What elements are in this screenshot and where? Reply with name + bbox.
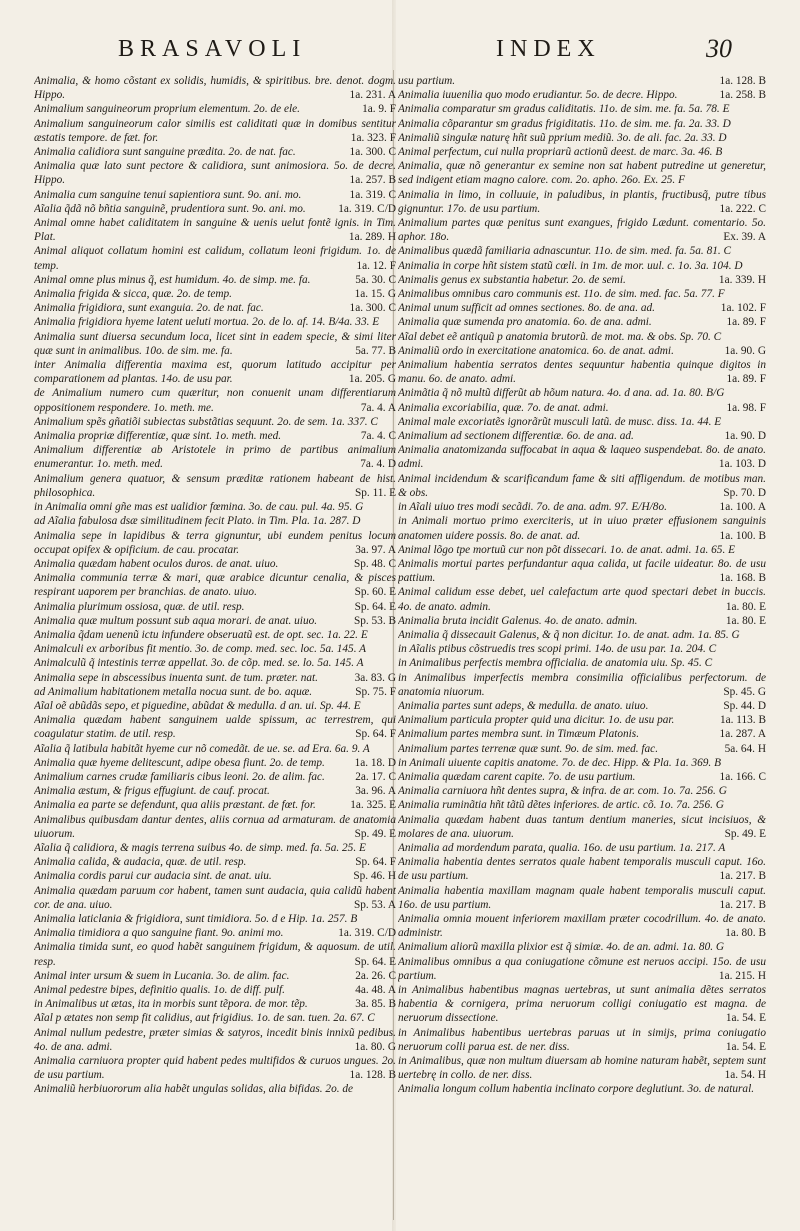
index-entry	[398, 756, 766, 770]
index-entry	[34, 699, 396, 713]
index-entry	[398, 813, 766, 841]
index-entry	[34, 202, 396, 216]
index-entry-text: Animal aliquot collatum homini est calidum, collatum leoni frigidum. 1o. de temp.	[34, 245, 396, 272]
index-entry	[34, 273, 396, 287]
index-entry	[34, 940, 396, 968]
index-entry-reference: 1a. 80. B	[725, 927, 766, 940]
index-entry-reference: Sp. 44. D	[723, 699, 766, 712]
index-entry-text: Animalium partes membra sunt. in Timæum Platonis.	[398, 728, 640, 741]
index-entry-text: in Animali uiuente capitis anatome. 7o. de dec. Hipp. & Pla. 1a. 369. B	[398, 756, 721, 769]
index-entry	[34, 514, 396, 528]
index-entry-reference: 1a. 102. F	[720, 302, 766, 315]
index-entry	[34, 1054, 396, 1082]
index-entry-reference: 7a. 4. A	[360, 401, 396, 414]
index-entry	[398, 699, 766, 713]
index-entry	[34, 315, 396, 329]
index-entry-reference: 1a. 9. F	[362, 103, 396, 116]
index-entry	[34, 912, 396, 926]
index-entry-text: Animalia iuuenilia quo modo erudiantur. 5o. de decre. Hippo.	[398, 89, 678, 102]
index-entry-text: in Animali mortuo primo exerciteris, ut in uiuo præter effusionem sanguinis anatomen uidere possis. 8o. de anat. ad.	[398, 515, 766, 542]
index-column-left	[34, 74, 396, 1224]
index-entry-reference: 1a. 128. B	[349, 1069, 396, 1082]
index-entry-text: Aĩalia q̃dã nõ bñtia sanguinẽ, prudentiora sunt. 9o. ani. mo.	[34, 202, 306, 215]
index-entry	[398, 472, 766, 500]
index-entry	[34, 813, 396, 841]
index-entry	[34, 1082, 396, 1096]
index-entry-reference: 4a. 48. A	[355, 984, 396, 996]
index-entry	[34, 756, 396, 770]
index-entry-text: Animalia ad mordendum parata, qualia. 16o. de usu partium. 1a. 217. A	[398, 841, 726, 854]
index-entry-text: Animalia calida, & audacia, quæ. de util. resp.	[34, 856, 247, 869]
index-entry-text: Animalia omnia mouent inferiorem maxillam præter cocodrillum. 4o. de anato. administr.	[398, 912, 766, 940]
index-entry-reference: 1a. 289. H	[348, 231, 396, 244]
index-entry	[398, 514, 766, 542]
index-entry-text: Animãtia q̃ nõ multũ differũt ab hõum natura. 4o. d ana. ad. 1a. 80. B/G	[398, 387, 725, 400]
index-entry-text: Aĩal oẽ abũdãs sepo, et piguedine, abũdat & medulla. d an. ui. Sp. 44. E	[34, 699, 361, 712]
index-entry	[398, 386, 766, 400]
index-entry-reference: 1a. 128. B	[719, 75, 766, 87]
index-entry	[398, 784, 766, 798]
index-entry-text: in Animalibus imperfectis membra consimilia officialibus perfectorum. de anatomia niuorum.	[398, 671, 766, 698]
index-entry	[398, 1054, 766, 1082]
index-entry	[34, 983, 396, 997]
index-entry-text: Animalium ad sectionem differentiæ. 6o. de ana. ad.	[398, 430, 634, 443]
index-entry-text: Animalia carniuora hñt dentes supra, & infra. de ar. com. 1o. 7a. 256. G	[398, 785, 727, 798]
index-entry-text: Animalculi ex arboribus fit mentio. 3o. de comp. med. sec. loc. 5a. 145. A	[34, 643, 367, 656]
index-entry-text: Animalia habentia maxillam magnam quale habent temporalis musculi caput. 16o. de usu partium.	[398, 884, 766, 911]
index-entry	[34, 926, 396, 940]
index-entry	[398, 273, 766, 287]
index-entry	[34, 628, 396, 642]
index-entry	[398, 1082, 766, 1096]
index-entry	[398, 415, 766, 429]
index-entry-reference: 1a. 205. G	[348, 373, 396, 386]
index-entry-text: Animalia carniuora propter quid habent pedes multifidos & curuos ungues. 2o. de usu partium.	[34, 1055, 396, 1082]
index-entry	[34, 614, 396, 628]
index-entry-reference: 1a. 100. A	[719, 501, 766, 514]
index-entry-reference: 1a. 215. H	[718, 969, 766, 982]
index-entry	[398, 742, 766, 756]
index-entry	[34, 74, 396, 102]
index-entry	[398, 429, 766, 443]
index-entry	[34, 798, 396, 812]
index-entry	[34, 997, 396, 1011]
index-entry-text: Animalia ea parte se defendunt, qua aliis præstant. de fœt. for.	[34, 799, 316, 812]
index-entry	[398, 543, 766, 557]
index-entry	[34, 600, 396, 614]
index-entry-reference: 1a. 113. B	[719, 714, 766, 727]
index-entry	[34, 884, 396, 912]
index-entry-reference: Sp. 53. B	[353, 614, 396, 627]
index-entry	[398, 500, 766, 514]
index-entry-text: in Animalia omni gñe mas est ualidior fœmina. 3o. de cau. pul. 4a. 95. G	[34, 501, 364, 514]
index-entry-reference: 2a. 17. C	[355, 770, 396, 783]
index-entry-text: Animalium partes quæ penitus sunt exangues, frigido Lædunt. comentario. 5o. aphor. 18o.	[398, 217, 766, 244]
index-entry-reference: Ex. 39. A	[723, 231, 766, 244]
index-entry	[34, 1011, 396, 1025]
index-entry	[34, 969, 396, 983]
header-right-title: INDEX	[496, 36, 601, 62]
index-entry-text: Animalium genera quatuor, & sensum præditæ rationem habeant de hist. philosophica.	[34, 472, 396, 499]
index-entry	[34, 784, 396, 798]
index-entry-text: Aĩal debet eẽ antiquũ p anatomia brutorũ. de mot. ma. & obs. Sp. 70. C	[398, 330, 722, 343]
index-entry	[398, 244, 766, 258]
index-entry	[398, 88, 766, 102]
index-entry-text: Animalia quæ multum possunt sub aqua morari. de anat. uiuo.	[34, 614, 318, 627]
index-entry	[398, 287, 766, 301]
index-entry-reference: 1a. 80. G	[354, 1040, 396, 1053]
index-entry-text: Animal pedestre bipes, definitio qualis. 1o. de diff. pulf.	[34, 984, 285, 996]
index-entry	[34, 244, 396, 272]
index-entry-reference: Sp. 49. E	[724, 827, 766, 840]
index-entry	[34, 472, 396, 500]
index-entry-reference: 1a. 89. F	[726, 373, 766, 386]
index-entry	[398, 628, 766, 642]
index-entry	[398, 770, 766, 784]
index-entry-text: Animalium carnes crudæ familiaris cibus leoni. 2o. de alim. fac.	[34, 770, 325, 783]
index-entry-text: Animalibus quibusdam dantur dentes, aliis cornua ad armaturam. de anatomia uiuorum.	[34, 813, 396, 840]
index-entry-text: Animalia anatomizanda suffocabat in aqua & laqueo suspendebat. 8o. de anato. admi.	[398, 444, 766, 471]
index-entry	[398, 884, 766, 912]
index-entry	[34, 386, 396, 414]
index-entry-text: usu partium.	[398, 75, 456, 87]
index-entry	[34, 642, 396, 656]
index-entry-reference: 2a. 26. C	[355, 969, 396, 982]
index-entry-text: Animalium particula propter quid una dicitur. 1o. de usu par.	[398, 714, 675, 727]
index-entry-text: in Animalibus habentibus uertebras paruas ut in simijs, prima coniugatio neruorum colli parua est. de ner. diss.	[398, 1026, 766, 1053]
index-entry	[398, 727, 766, 741]
index-entry-text: Animalia sepe in abscessibus inuenta sunt. de tum. præter. nat.	[34, 671, 318, 684]
index-entry	[34, 671, 396, 685]
index-entry	[398, 188, 766, 216]
index-entry-text: Animalia calidiora sunt sanguine prædita. 2o. de nat. fac.	[34, 146, 296, 159]
index-entry-text: Animalia quæ lato sunt pectore & calidiora, sunt animosiora. 5o. de decre. Hippo.	[34, 160, 396, 187]
index-entry	[34, 145, 396, 159]
index-entry-text: Animalia timida sunt, eo quod habẽt sanguinem frigidum, & aquosum. de util. resp.	[34, 941, 396, 968]
index-entry-text: Animalia frigida & sicca, quæ. 2o. de temp.	[34, 288, 232, 301]
index-entry-text: Animalia quædam habent oculos duros. de anat. uiuo.	[34, 557, 279, 570]
index-entry-reference: 1a. 54. E	[725, 1040, 766, 1053]
index-entry-text: in Aĩalis ptibus cõstruedis tres scopi primi. 14o. de usu par. 1a. 204. C	[398, 643, 717, 656]
index-entry	[398, 642, 766, 656]
index-entry-text: Animalculũ q̃ intestinis terræ appellat. 3o. de cõp. med. se. lo. 5a. 145. A	[34, 657, 364, 670]
index-entry-text: in Animalibus, quæ non multum diuersam ab homine naturam habẽt, septem sunt uertebrę in collo. de ner. diss.	[398, 1055, 766, 1082]
index-entry	[34, 529, 396, 557]
index-entry-text: Animalia æstum, & frigus effugiunt. de cauf. procat.	[34, 785, 270, 798]
index-entry	[398, 102, 766, 116]
index-entry-text: Animal omne habet caliditatem in sanguine & uenis uelut fontẽ ignis. in Tim. Plat.	[34, 217, 396, 244]
index-entry	[398, 301, 766, 315]
index-entry-text: Animalium sanguineorum calor similis est caliditati quæ in domibus sentitur æstatis tempore. de fæt. for.	[34, 117, 396, 144]
index-entry-text: Animaliũ herbiuororum alia habẽt ungulas solidas, alia bifidas. 2o. de	[34, 1083, 354, 1096]
index-entry	[34, 742, 396, 756]
index-entry	[34, 188, 396, 202]
index-entry	[398, 401, 766, 415]
index-entry-text: inter Animalia differentia maxima est, quorum latitudo accipitur per comparationem ad plantas. 14o. de usu par.	[34, 359, 396, 386]
index-entry-text: Animalis mortui partes perfundantur aqua calida, ut facile uideatur. 8o. de usu pattium.	[398, 557, 766, 585]
index-entry-reference: Sp. 46. H	[353, 870, 396, 883]
index-entry-text: Animalium partes terrenæ quæ sunt. 9o. de sim. med. fac.	[398, 742, 659, 755]
index-entry-text: Animalia comparatur sm gradus caliditatis. 11o. de sim. me. fa. 5a. 78. E	[398, 103, 730, 116]
index-entry-text: Animalia quædam paruum cor habent, tamen sunt audacia, quia calidũ habent cor. de ana. uiuo.	[34, 884, 396, 911]
index-entry	[34, 117, 396, 145]
index-entry-text: Animalium aliorũ maxilla plixior est q̃ simiæ. 4o. de an. admi. 1a. 80. G	[398, 941, 725, 954]
index-entry-reference: 1a. 166. C	[719, 770, 766, 783]
index-entry-reference: 1a. 300. C	[349, 146, 396, 159]
index-entry-reference: 1a. 12. F	[356, 259, 396, 272]
page-number: 30	[706, 34, 732, 63]
index-entry-text: Animalia frigidiora hyeme latent ueluti mortua. 2o. de lo. af. 14. B/4a. 33. E	[34, 316, 380, 329]
index-entry	[398, 1026, 766, 1054]
index-entry-text: Animal perfectum, cui nulla propriarũ actionũ deest. de marc. 3a. 46. B	[398, 146, 723, 159]
index-entry-reference: 3a. 85. B	[355, 998, 396, 1011]
index-entry	[398, 557, 766, 585]
index-entry	[34, 855, 396, 869]
index-entry-reference: 1a. 231. A	[349, 89, 396, 102]
index-entry	[34, 500, 396, 514]
index-entry	[34, 770, 396, 784]
index-entry-text: Animalia timidiora a quo sanguine fiant. 9o. animi mo.	[34, 927, 284, 940]
index-entry	[398, 713, 766, 727]
index-entry-text: Animalibus omnibus a qua coniugatione cõmune est neruos accipi. 15o. de usu partium.	[398, 955, 766, 982]
index-entry-text: Animalibus quædã familiaria adnascuntur. 11o. de sim. med. fa. 5a. 81. C	[398, 245, 732, 258]
index-entry-reference: 1a. 319. C/D	[338, 927, 396, 940]
index-entry-text: Animal omne plus minus q̃, est humidum. 4o. de simp. me. fa.	[34, 273, 311, 286]
index-entry-reference: Sp. 64. F	[355, 856, 396, 869]
index-entry-text: in Animalibus ut ætas, ita in morbis sunt tẽpora. de mor. tẽp.	[34, 998, 308, 1011]
index-entry	[398, 841, 766, 855]
index-entry	[398, 216, 766, 244]
index-entry-reference: 1a. 89. F	[726, 316, 766, 329]
index-entry-text: Animalia q̃dam uenenũ ictu infundere obseruatũ est. de opt. sec. 1a. 22. E	[34, 628, 368, 641]
index-entry-reference: 1a. 258. B	[719, 89, 766, 102]
index-entry-reference: 5a. 77. B	[355, 344, 396, 357]
index-entry-reference: 1a. 217. B	[719, 898, 766, 911]
index-entry-text: Aĩal p ætates non semp fit calidius, aut frigidius. 1o. de san. tuen. 2a. 67. C	[34, 1012, 375, 1025]
index-entry-text: Animalia propriæ differentiæ, quæ sint. 1o. meth. med.	[34, 430, 282, 443]
index-entry	[398, 117, 766, 131]
index-entry-reference: 1a. 100. B	[719, 529, 766, 542]
index-entry	[398, 145, 766, 159]
index-entry-text: Animalia frigidiora, sunt exanguia. 2o. de nat. fac.	[34, 302, 264, 315]
index-entry	[34, 713, 396, 741]
index-entry-reference: Sp. 64. E	[354, 600, 396, 613]
index-entry	[34, 429, 396, 443]
index-entry	[398, 940, 766, 954]
index-entry	[398, 955, 766, 983]
index-entry	[398, 330, 766, 344]
index-entry	[34, 1026, 396, 1054]
index-entry-reference: 1a. 217. B	[719, 870, 766, 883]
index-entry	[34, 102, 396, 116]
index-entry	[34, 869, 396, 883]
index-entry-reference: 1a. 80. E	[725, 600, 766, 613]
index-entry-reference: 3a. 97. A	[355, 543, 396, 556]
index-entry-text: Animalia quædam habent sanguinem ualde spissum, ac terrestrem, qui coagulatur statim. de util. resp.	[34, 714, 396, 741]
index-entry-reference: Sp. 64. E	[354, 955, 396, 968]
index-entry-reference: 1a. 339. H	[718, 273, 766, 286]
index-entry	[398, 798, 766, 812]
index-entry-text: Animal lõgo tpe mortuũ cur non põt dissecari. 1o. de anat. admi. 1a. 65. E	[398, 543, 736, 556]
index-entry-text: Animalia, & homo cõstant ex solidis, humidis, & spiritibus. bre. denot. dogm. Hippo.	[34, 75, 396, 102]
index-entry-text: Animalia, quæ nõ generantur ex semine non sat habent putredine ut generetur, sed indigent etiam magno calore. com. 2o. apho. 26o. Ex. 25. F	[398, 160, 766, 187]
index-entry-text: Animal unum sufficit ad omnes sectiones. 8o. de ana. ad.	[398, 302, 655, 315]
index-entry-reference: 1a. 98. F	[726, 401, 766, 414]
index-entry-reference: 1a. 80. E	[725, 614, 766, 627]
index-entry-text: Animalia quædam habent duas tantum dentium maneries, sicut incisiuos, & molares de ana. uiuorum.	[398, 813, 766, 840]
index-entry-reference: 1a. 325. E	[350, 799, 396, 812]
index-entry-text: Animalia q̃ dissecauit Galenus, & q̃ non dicitur. 1o. de anat. adm. 1a. 85. G	[398, 628, 740, 641]
index-entry-reference: 1a. 323. F	[350, 131, 396, 144]
index-entry	[398, 344, 766, 358]
index-entry-text: Animalium spẽs gñatiõi subiectas substãtias sequunt. 2o. de sem. 1a. 337. C	[34, 415, 378, 428]
index-entry	[398, 315, 766, 329]
index-entry-reference: 1a. 168. B	[719, 572, 766, 585]
index-entry-text: in Animalibus habentibus magnas uertebras, ut sunt animalia dẽtes serratos habentia & cornigera, prima neruorum colligi coniugatio est magna. de neruorum dissectione.	[398, 984, 766, 1025]
index-entry-reference: Sp. 60. E	[354, 586, 396, 599]
index-entry-text: Animal male excoriatẽs ignorãrũt musculi latũ. de musc. diss. 1a. 44. E	[398, 415, 722, 428]
index-entry-text: ad Animalium habitationem metalla nocua sunt. de bo. aquæ.	[34, 685, 313, 698]
index-entry-reference: 1a. 18. D	[354, 756, 396, 769]
index-entry-text: Animalia laticlania & frigidiora, sunt timidiora. 5o. d e Hip. 1a. 257. B	[34, 912, 358, 925]
index-entry-text: Animalia in limo, in colluuie, in paludibus, in plantis, fructibusq̃, putre tibus gignuntur. 17o. de usu partium.	[398, 188, 766, 215]
index-entry-text: in Aĩali uiuo tres modi secãdi. 7o. de ana. adm. 97. E/H/8o.	[398, 501, 667, 514]
index-entry-reference: 1a. 90. D	[724, 430, 766, 443]
index-entry	[34, 415, 396, 429]
index-entry-reference: 3a. 83. G	[354, 671, 396, 684]
index-entry-reference: 1a. 319. C	[349, 188, 396, 201]
index-entry-text: Animalia quæ hyeme delitescunt, adipe obesa fiunt. 2o. de temp.	[34, 756, 325, 769]
index-entry	[398, 159, 766, 187]
index-entry-text: Animalia quædam carent capite. 7o. de usu partium.	[398, 770, 636, 783]
index-entry-reference: 3a. 96. A	[355, 785, 396, 798]
index-column-right	[398, 74, 766, 1224]
index-entry-text: Animalia quæ sumenda pro anatomia. 6o. de ana. admi.	[398, 316, 652, 329]
index-entry	[398, 656, 766, 670]
index-entry-text: Animalia longum collum habentia inclinato corpore deglutiunt. 3o. de natural.	[398, 1083, 755, 1096]
index-entry	[34, 301, 396, 315]
index-entry	[398, 614, 766, 628]
index-entry-reference: 5a. 30. C	[355, 273, 396, 286]
index-entry-reference: 1a. 90. G	[724, 344, 766, 357]
index-entry-text: Animalia sepe in lapidibus & terra gignuntur, ubi eundem penitus locum occupat opifex & opificium. de cau. procatar.	[34, 529, 396, 556]
index-entry-text: Animalia cõparantur sm gradus frigiditatis. 11o. de sim. me. fa. 2a. 33. D	[398, 117, 731, 130]
index-entry-text: Animalibus omnibus caro communis est. 11o. de sim. med. fac. 5a. 77. F	[398, 288, 725, 301]
index-entry-text: Animaliũ singulæ naturę hñt suũ pprium mediũ. 3o. de ali. fac. 2a. 33. D	[398, 131, 727, 144]
index-entry-reference: 1a. 257. B	[349, 174, 396, 187]
index-entry	[398, 912, 766, 940]
index-entry-text: Animalia habentia dentes serratos quale habent temporalis musculi caput. 16o. de usu partium.	[398, 856, 766, 883]
index-entry-reference: Sp. 70. D	[723, 486, 766, 499]
index-entry-text: Animalia ruminãtia hñt tãtũ dẽtes inferiores. de artic. cõ. 1o. 7a. 256. G	[398, 799, 724, 812]
index-entry-reference: 1a. 319. C/D	[338, 202, 396, 215]
index-entry	[34, 287, 396, 301]
index-entry-reference: 1a. 300. C	[349, 302, 396, 315]
index-entry	[398, 855, 766, 883]
index-entry-text: de Animalium numero cum quæritur, non conuenit unam differentiarum oppositionem respondere. 1o. meth. me.	[34, 387, 396, 414]
index-entry	[398, 358, 766, 386]
index-entry-reference: 1a. 103. D	[718, 458, 766, 471]
index-entry-text: Animal nullum pedestre, præter simias & satyros, incedit binis innixũ pedibus. 4o. de ana. admi.	[34, 1026, 396, 1053]
index-entry-reference: Sp. 48. C	[353, 557, 396, 570]
index-entry-text: Aĩalia q̃ calidiora, & magis terrena suibus 4o. de simp. med. fa. 5a. 25. E	[34, 841, 366, 854]
index-entry-text: Animalia communia terræ & mari, quæ arabice dicuntur cenalia, & pisces respirant uaporem per branchias. de anato. uiuo.	[34, 572, 396, 599]
index-entry-text: Animalia sunt diuersa secundum loca, licet sint in eadem specie, & simi liter quæ sunt in animalibus. 10o. de sim. me. fa.	[34, 330, 396, 357]
index-entry-reference: 1a. 287. A	[719, 728, 766, 741]
index-entry-text: Animalia cum sanguine tenui sapientiora sunt. 9o. ani. mo.	[34, 188, 302, 201]
index-entry-reference: 1a. 15. G	[354, 288, 396, 301]
index-entry	[34, 571, 396, 599]
index-entry-text: Animalia plurimum ossiosa, quæ. de util. resp.	[34, 600, 245, 613]
index-entry	[34, 330, 396, 358]
index-entry-reference: 5a. 64. H	[724, 742, 766, 755]
index-entry	[398, 74, 766, 88]
index-entry-text: Animalia cordis parui cur audacia sint. de anat. uiu.	[34, 870, 272, 883]
index-entry-text: Animalium differentiæ ab Aristotele in primo de partibus animalium enumerantur. 1o. meth. med.	[34, 444, 396, 471]
index-entry-text: Animalia excoriabilia, quæ. 7o. de anat. admi.	[398, 401, 609, 414]
index-entry-text: Animalia bruta incidit Galenus. 4o. de anato. admin.	[398, 614, 638, 627]
index-entry	[398, 585, 766, 613]
index-entry-text: in Animalibus perfectis membra officialia. de anatomia uiu. Sp. 45. C	[398, 657, 713, 670]
index-entry-text: Animaliũ ordo in exercitatione anatomica. 6o. de anat. admi.	[398, 344, 674, 357]
index-entry-text: Animalium sanguineorum proprium elementum. 2o. de ele.	[34, 103, 300, 116]
running-header	[0, 36, 800, 70]
index-entry	[398, 671, 766, 699]
index-entry	[34, 443, 396, 471]
index-entry-text: Animal calidum esse debet, uel calefactum arte quod spectari debet in buccis. 4o. de anato. admin.	[398, 586, 766, 613]
index-entry	[34, 216, 396, 244]
index-entry-reference: Sp. 49. E	[354, 827, 396, 840]
index-entry-text: Animal inter ursum & suem in Lucania. 3o. de alim. fac.	[34, 969, 290, 982]
index-entry	[398, 259, 766, 273]
index-entry-reference: Sp. 11. E	[354, 486, 396, 499]
index-entry	[398, 983, 766, 1026]
index-entry-reference: 1a. 54. H	[724, 1069, 766, 1082]
index-entry	[398, 131, 766, 145]
index-entry-text: Animalium habentia serratos dentes sequuntur habentia quinque digitos in manu. 6o. de anato. admi.	[398, 359, 766, 386]
index-entry-reference: 1a. 222. C	[719, 202, 766, 215]
index-entry	[398, 443, 766, 471]
index-entry	[34, 557, 396, 571]
index-entry	[34, 358, 396, 386]
index-entry-text: Animalia partes sunt adeps, & medulla. de anato. uiuo.	[398, 699, 649, 712]
index-entry	[34, 841, 396, 855]
index-entry-reference: 1a. 54. E	[725, 1012, 766, 1025]
index-entry	[34, 159, 396, 187]
index-entry	[34, 656, 396, 670]
index-entry-reference: Sp. 64. F	[355, 728, 396, 741]
index-entry-text: Animalia in corpe hñt sistem statũ cœli. in 1m. de mor. uul. c. 1o. 3a. 104. D	[398, 259, 743, 272]
index-entry-reference: Sp. 45. G	[723, 685, 766, 698]
index-entry-reference: 7a. 4. C	[360, 430, 396, 443]
index-entry-reference: Sp. 75. F	[355, 685, 396, 698]
index-entry-text: ad Aĩalia fabulosa dsæ similitudinem fecit Plato. in Tim. Pla. 1a. 287. D	[34, 515, 361, 528]
header-left-title: BRASAVOLI	[118, 36, 307, 62]
index-entry-text: Animalis genus ex substantia habetur. 2o. de semi.	[398, 273, 626, 286]
index-entry-text: Animal incidendum & scarificandum fame & siti affligendum. de motibus man. & obs.	[398, 472, 766, 499]
index-entry-reference: 7a. 4. D	[360, 458, 396, 471]
index-entry-text: Aĩalia q̃ latibula habitãt hyeme cur nõ comedãt. de ue. se. ad Era. 6a. 9. A	[34, 742, 370, 755]
index-entry	[34, 685, 396, 699]
index-entry-reference: Sp. 53. A	[353, 898, 396, 911]
